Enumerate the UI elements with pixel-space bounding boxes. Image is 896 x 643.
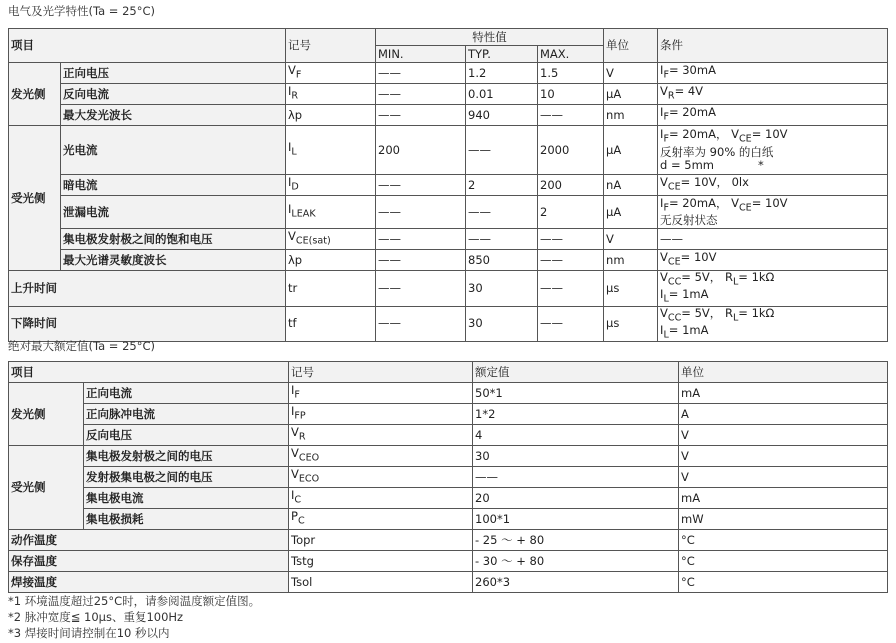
param-name: 集电极损耗 bbox=[84, 509, 289, 530]
unit: V bbox=[604, 63, 658, 84]
table-row bbox=[9, 467, 888, 488]
table-row bbox=[9, 306, 888, 342]
symbol: $I_F$ bbox=[289, 383, 473, 404]
group-emitter: 发光侧 bbox=[9, 63, 61, 126]
footnote-1: *1 环境温度超过25°C时，请参阅温度额定值图。 bbox=[8, 594, 261, 608]
condition: $V_R= 4V$ bbox=[658, 84, 888, 105]
table-row bbox=[9, 250, 888, 271]
typ-value: 30 bbox=[466, 271, 538, 307]
param-fall-time: 下降时间 bbox=[9, 306, 286, 342]
min-value: —— bbox=[376, 84, 466, 105]
rating-value: - 25 ～ + 80 bbox=[473, 530, 679, 551]
param-name: 最大光谱灵敏度波长 bbox=[61, 250, 286, 271]
param-soldering-temp: 焊接温度 bbox=[9, 572, 289, 593]
table-row bbox=[9, 404, 888, 425]
header-unit: 单位 bbox=[679, 362, 888, 383]
symbol: $I_D$ bbox=[286, 175, 376, 196]
table-row bbox=[9, 229, 888, 250]
table-row bbox=[9, 425, 888, 446]
table2-caption: 绝对最大额定值(Ta = 25°C) bbox=[8, 339, 156, 353]
header-item: 项目 bbox=[9, 29, 286, 63]
param-operating-temp: 动作温度 bbox=[9, 530, 289, 551]
param-name: 泄漏电流 bbox=[61, 196, 286, 229]
unit: V bbox=[679, 467, 888, 488]
header-min: MIN. bbox=[376, 46, 466, 63]
param-name: 集电极发射极之间的饱和电压 bbox=[61, 229, 286, 250]
symbol: tf bbox=[286, 306, 376, 342]
table-row bbox=[9, 63, 888, 84]
symbol: Topr bbox=[289, 530, 473, 551]
table-row bbox=[9, 84, 888, 105]
max-value: 2000 bbox=[538, 126, 604, 175]
rating-value: 4 bbox=[473, 425, 679, 446]
group-emitter: 发光侧 bbox=[9, 383, 84, 446]
unit: mW bbox=[679, 509, 888, 530]
absolute-max-ratings-table bbox=[8, 361, 888, 593]
rating-value: 50*1 bbox=[473, 383, 679, 404]
header-unit: 单位 bbox=[604, 29, 658, 63]
group-receiver: 受光侧 bbox=[9, 126, 61, 271]
unit: μA bbox=[604, 196, 658, 229]
table-row bbox=[9, 271, 888, 307]
param-name: 正向电流 bbox=[84, 383, 289, 404]
condition: $I_F= 20mA$ bbox=[658, 105, 888, 126]
param-name: 反向电压 bbox=[84, 425, 289, 446]
unit: mA bbox=[679, 488, 888, 509]
table-row bbox=[9, 126, 888, 175]
table-row bbox=[9, 488, 888, 509]
param-name: 发射极集电极之间的电压 bbox=[84, 467, 289, 488]
header-symbol: 记号 bbox=[286, 29, 376, 63]
symbol: Tstg bbox=[289, 551, 473, 572]
typ-value: 850 bbox=[466, 250, 538, 271]
rating-value: 100*1 bbox=[473, 509, 679, 530]
condition: $V_{CC}= 5V$， $R_L= 1k\Omega$ $I_L= 1mA$ bbox=[658, 271, 888, 307]
table-row bbox=[9, 196, 888, 229]
max-value: 200 bbox=[538, 175, 604, 196]
condition: $V_{CC}= 5V$， $R_L= 1k\Omega$ $I_L= 1mA$ bbox=[658, 306, 888, 342]
rating-value: 30 bbox=[473, 446, 679, 467]
header-symbol: 记号 bbox=[289, 362, 473, 383]
unit: °C bbox=[679, 572, 888, 593]
unit: A bbox=[679, 404, 888, 425]
param-storage-temp: 保存温度 bbox=[9, 551, 289, 572]
condition: —— bbox=[658, 229, 888, 250]
symbol: $P_C$ bbox=[289, 509, 473, 530]
header-rating: 额定值 bbox=[473, 362, 679, 383]
max-value: —— bbox=[538, 271, 604, 307]
symbol: $I_L$ bbox=[286, 126, 376, 175]
param-name: 暗电流 bbox=[61, 175, 286, 196]
param-name: 集电极电流 bbox=[84, 488, 289, 509]
table-row bbox=[9, 175, 888, 196]
unit: μA bbox=[604, 126, 658, 175]
typ-value: —— bbox=[466, 229, 538, 250]
typ-value: —— bbox=[466, 126, 538, 175]
unit: μA bbox=[604, 84, 658, 105]
param-name: 正向脉冲电流 bbox=[84, 404, 289, 425]
table-row bbox=[9, 383, 888, 404]
table-row bbox=[9, 105, 888, 126]
footnote-3: *3 焊接时间请控制在10 秒以内 bbox=[8, 626, 170, 640]
rating-value: 20 bbox=[473, 488, 679, 509]
header-item: 项目 bbox=[9, 362, 289, 383]
rating-value: 260*3 bbox=[473, 572, 679, 593]
param-name: 集电极发射极之间的电压 bbox=[84, 446, 289, 467]
typ-value: 30 bbox=[466, 306, 538, 342]
param-rise-time: 上升时间 bbox=[9, 271, 286, 307]
unit: V bbox=[604, 229, 658, 250]
condition: $I_F= 30mA$ bbox=[658, 63, 888, 84]
unit: V bbox=[679, 425, 888, 446]
min-value: —— bbox=[376, 196, 466, 229]
symbol: $V_F$ bbox=[286, 63, 376, 84]
condition: $V_{CE}= 10V$， 0lx bbox=[658, 175, 888, 196]
unit: mA bbox=[679, 383, 888, 404]
symbol: $I_{LEAK}$ bbox=[286, 196, 376, 229]
rating-value: - 30 ～ + 80 bbox=[473, 551, 679, 572]
symbol: $V_{CE(sat)}$ bbox=[286, 229, 376, 250]
param-name: 光电流 bbox=[61, 126, 286, 175]
table-row bbox=[9, 572, 888, 593]
unit: °C bbox=[679, 530, 888, 551]
min-value: —— bbox=[376, 175, 466, 196]
footnote-2: *2 脉冲宽度≦ 10μs、重复100Hz bbox=[8, 610, 184, 624]
header-characteristic: 特性值 bbox=[376, 29, 604, 46]
condition: $I_F= 20mA$， $V_{CE}= 10V$ 反射率为 90% 的白纸 d = 5mm * bbox=[658, 126, 888, 175]
header-typ: TYP. bbox=[466, 46, 538, 63]
typ-value: 1.2 bbox=[466, 63, 538, 84]
symbol: $V_{ECO}$ bbox=[289, 467, 473, 488]
typ-value: 2 bbox=[466, 175, 538, 196]
unit: μs bbox=[604, 306, 658, 342]
min-value: —— bbox=[376, 105, 466, 126]
unit: nm bbox=[604, 105, 658, 126]
rating-value: —— bbox=[473, 467, 679, 488]
symbol: $V_{CEO}$ bbox=[289, 446, 473, 467]
rating-value: 1*2 bbox=[473, 404, 679, 425]
symbol: $I_R$ bbox=[286, 84, 376, 105]
unit: V bbox=[679, 446, 888, 467]
unit: μs bbox=[604, 271, 658, 307]
min-value: —— bbox=[376, 63, 466, 84]
condition: $I_F= 20mA$， $V_{CE}= 10V$ 无反射状态 bbox=[658, 196, 888, 229]
symbol: λp bbox=[286, 250, 376, 271]
table-row bbox=[9, 530, 888, 551]
max-value: —— bbox=[538, 250, 604, 271]
typ-value: 940 bbox=[466, 105, 538, 126]
table1-caption: 电气及光学特性(Ta = 25°C) bbox=[8, 4, 156, 18]
symbol: $V_R$ bbox=[289, 425, 473, 446]
table-row bbox=[9, 509, 888, 530]
symbol: Tsol bbox=[289, 572, 473, 593]
header-condition: 条件 bbox=[658, 29, 888, 63]
typ-value: —— bbox=[466, 196, 538, 229]
table-row bbox=[9, 551, 888, 572]
param-name: 正向电压 bbox=[61, 63, 286, 84]
condition: $V_{CE}= 10V$ bbox=[658, 250, 888, 271]
symbol: $I_C$ bbox=[289, 488, 473, 509]
unit: nm bbox=[604, 250, 658, 271]
min-value: —— bbox=[376, 250, 466, 271]
symbol: λp bbox=[286, 105, 376, 126]
unit: °C bbox=[679, 551, 888, 572]
max-value: 1.5 bbox=[538, 63, 604, 84]
header-max: MAX. bbox=[538, 46, 604, 63]
electrical-optical-table bbox=[8, 28, 888, 342]
param-name: 最大发光波长 bbox=[61, 105, 286, 126]
min-value: 200 bbox=[376, 126, 466, 175]
max-value: —— bbox=[538, 229, 604, 250]
group-receiver: 受光侧 bbox=[9, 446, 84, 530]
min-value: —— bbox=[376, 229, 466, 250]
param-name: 反向电流 bbox=[61, 84, 286, 105]
typ-value: 0.01 bbox=[466, 84, 538, 105]
min-value: —— bbox=[376, 271, 466, 307]
symbol: tr bbox=[286, 271, 376, 307]
max-value: 2 bbox=[538, 196, 604, 229]
max-value: —— bbox=[538, 105, 604, 126]
max-value: 10 bbox=[538, 84, 604, 105]
max-value: —— bbox=[538, 306, 604, 342]
table-row bbox=[9, 446, 888, 467]
symbol: $I_{FP}$ bbox=[289, 404, 473, 425]
min-value: —— bbox=[376, 306, 466, 342]
unit: nA bbox=[604, 175, 658, 196]
